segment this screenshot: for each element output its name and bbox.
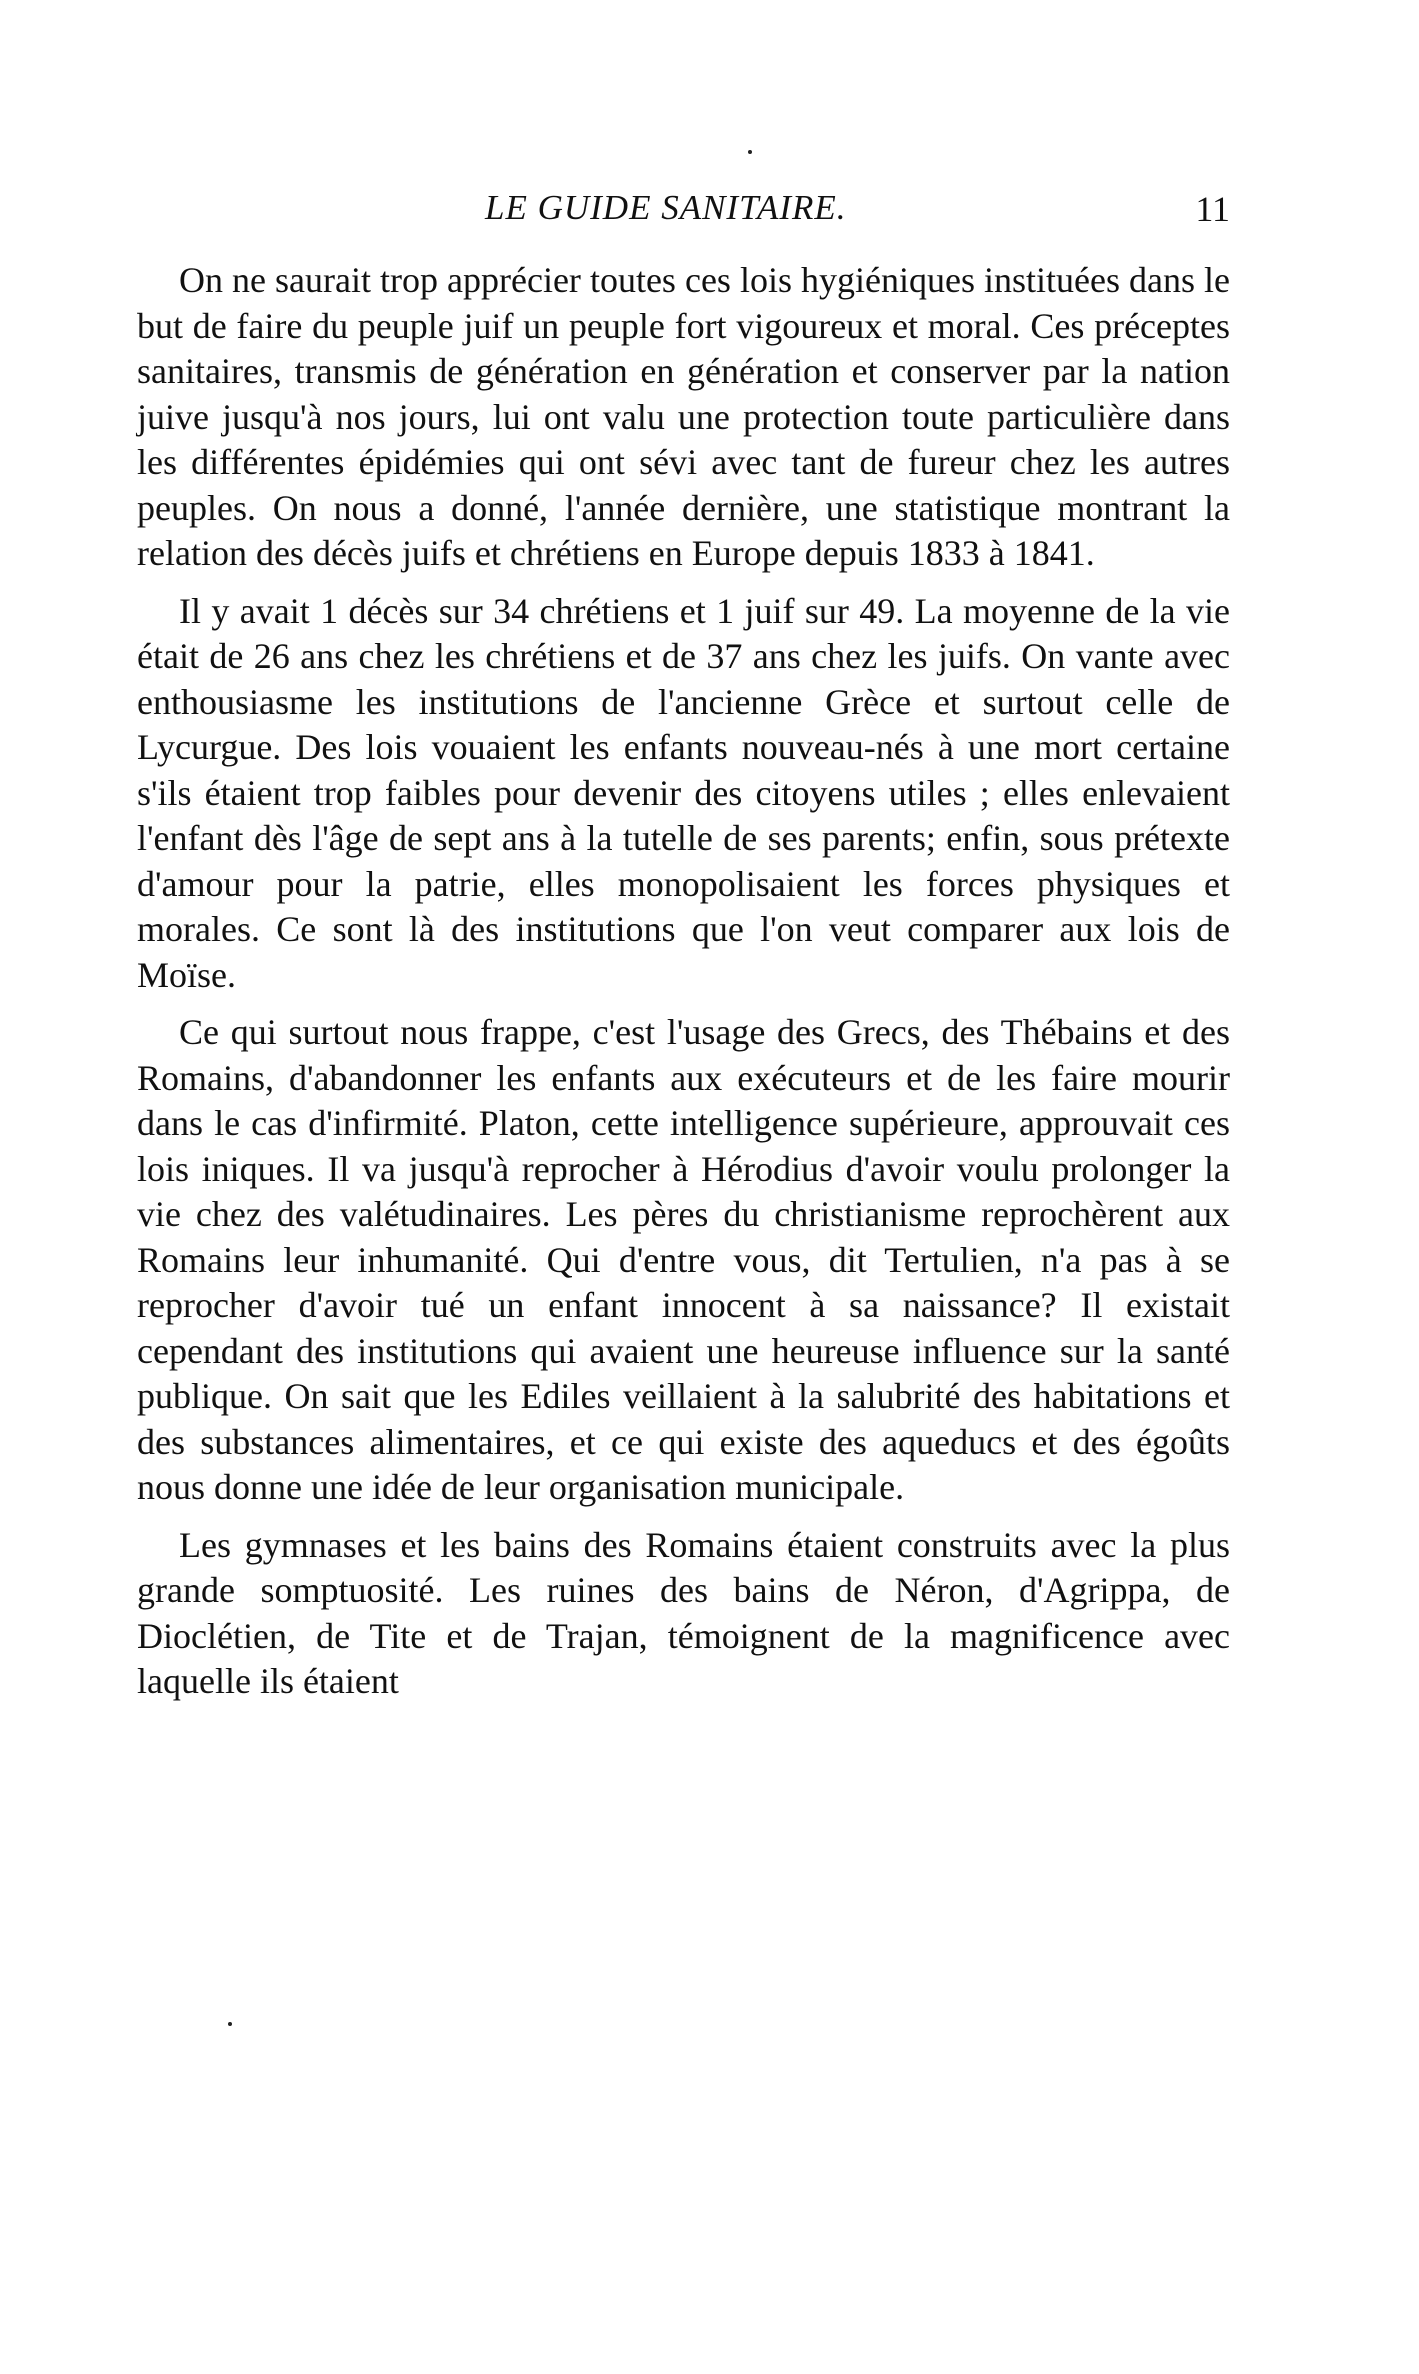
print-speck xyxy=(228,2022,232,2026)
paragraph-2: Il y avait 1 décès sur 34 chrétiens et 1 juif sur 49. La moyenne de la vie était de 26 ans chez les chrétiens et de 37 ans chez les juifs. On vante avec enthousiasme les institutions de l'ancienne Grèce et surtout celle de Lycurgue. Des lois vouaient les enfants nouveau-nés à une mort certaine s'ils étaient trop faibles pour devenir des citoyens utiles ; elles enlevaient l'enfant dès l'âge de sept ans à la tutelle de ses parents; enfin, sous prétexte d'amour pour la patrie, elles monopolisaient les forces physiques et morales. Ce sont là des institutions que l'on veut comparer aux lois de Moïse. xyxy=(137,590,1230,995)
print-speck xyxy=(748,150,752,154)
paragraph-1: On ne saurait trop apprécier toutes ces lois hygiéniques instituées dans le but de faire du peuple juif un peuple fort vigoureux et moral. Ces préceptes sanitaires, transmis de génération en génération et conserver par la nation juive jusqu'à nos jours, lui ont valu une protection toute particulière dans les différentes épidémies qui ont sévi avec tant de fureur chez les autres peuples. On nous a donné, l'année dernière, une statistique montrant la relation des décès juifs et chrétiens en Europe depuis 1833 à 1841. xyxy=(137,260,1230,573)
paragraph-4: Les gymnases et les bains des Romains étaient construits avec la plus grande somptuosité. Les ruines des bains de Néron, d'Agrippa, de Dioclétien, de Tite et de Trajan, témoignent de la magnificence avec laquelle ils étaient xyxy=(137,1524,1230,1701)
page-number: 11 xyxy=(1195,189,1230,229)
body-text xyxy=(137,258,1230,1717)
running-title: LE GUIDE SANITAIRE. xyxy=(485,188,847,227)
page-header xyxy=(485,188,1230,232)
paragraph-3: Ce qui surtout nous frappe, c'est l'usage des Grecs, des Thébains et des Romains, d'abandonner les enfants aux exécuteurs et de les faire mourir dans le cas d'infirmité. Platon, cette intelligence supérieure, approuvait ces lois iniques. Il va jusqu'à reprocher à Hérodius d'avoir voulu prolonger la vie chez des valétudinaires. Les pères du christianisme reprochèrent aux Romains leur inhumanité. Qui d'entre vous, dit Tertulien, n'a pas à se reprocher d'avoir tué un enfant innocent à sa naissance? Il existait cependant des institutions qui avaient une heureuse influence sur la santé publique. On sait que les Ediles veillaient à la salubrité des habitations et des substances alimentaires, et ce qui existe des aqueducs et des égoûts nous donne une idée de leur organisation municipale. xyxy=(137,1012,1230,1507)
